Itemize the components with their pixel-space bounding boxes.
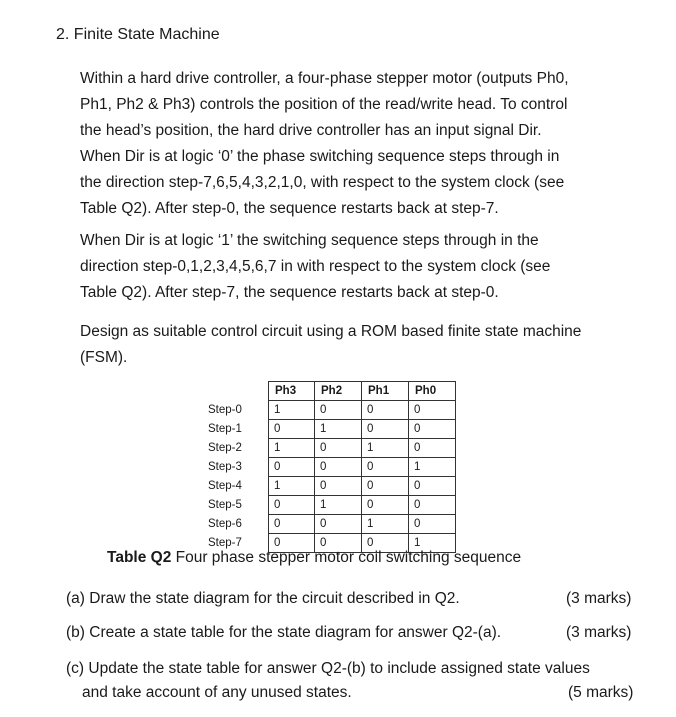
table-row	[208, 458, 456, 477]
text-line: (FSM).	[80, 349, 128, 366]
table-cell: 1	[269, 477, 315, 496]
table-cell: 0	[409, 439, 456, 458]
row-label: Step-4	[208, 480, 242, 492]
paragraph-dir-one	[80, 228, 650, 306]
table-cell: 0	[269, 515, 315, 534]
table-cell: 1	[362, 515, 409, 534]
table-cell: 1	[362, 439, 409, 458]
text-line: the head’s position, the hard drive controller has an input signal Dir.	[80, 122, 542, 139]
text-line: When Dir is at logic ‘0’ the phase switching sequence steps through in	[80, 148, 560, 165]
table-row	[208, 439, 456, 458]
column-header: Ph3	[269, 382, 315, 401]
table-cell: 1	[315, 496, 362, 515]
column-header: Ph0	[409, 382, 456, 401]
table-cell: 0	[315, 534, 362, 553]
table-cell: 0	[362, 534, 409, 553]
text-line: Table Q2). After step-7, the sequence restarts back at step-0.	[80, 284, 499, 301]
text-line: Design as suitable control circuit using a ROM based finite state machine	[80, 323, 582, 340]
phase-table	[208, 381, 456, 553]
table-cell: 0	[269, 534, 315, 553]
table-cell: 1	[409, 534, 456, 553]
question-a: (a) Draw the state diagram for the circuit described in Q2.	[66, 590, 460, 607]
paragraph-design	[80, 319, 650, 371]
table-cell: 0	[409, 515, 456, 534]
table-cell: 0	[315, 401, 362, 420]
table-row	[208, 515, 456, 534]
question-b: (b) Create a state table for the state diagram for answer Q2-(a).	[66, 624, 502, 641]
table-cell: 1	[315, 420, 362, 439]
table-cell: 1	[269, 401, 315, 420]
table-cell: 0	[315, 458, 362, 477]
marks-c: (5 marks)	[568, 684, 634, 701]
table-cell: 0	[362, 477, 409, 496]
table-cell: 0	[409, 477, 456, 496]
table-row	[208, 477, 456, 496]
text-line: the direction step-7,6,5,4,3,2,1,0, with respect to the system clock (see	[80, 174, 565, 191]
table-cell: 1	[409, 458, 456, 477]
table-cell: 0	[269, 496, 315, 515]
table-cell: 0	[315, 515, 362, 534]
table-row	[208, 401, 456, 420]
table-caption	[107, 549, 521, 567]
text-line: Table Q2). After step-0, the sequence restarts back at step-7.	[80, 200, 499, 217]
marks-b: (3 marks)	[566, 624, 632, 641]
table-cell: 0	[362, 458, 409, 477]
question-heading: 2. Finite State Machine	[56, 26, 220, 43]
text-line: When Dir is at logic ‘1’ the switching sequence steps through in the	[80, 232, 539, 249]
table-cell: 1	[269, 439, 315, 458]
row-label: Step-3	[208, 461, 242, 473]
table-cell: 0	[362, 401, 409, 420]
row-label: Step-0	[208, 404, 242, 416]
table-cell: 0	[269, 420, 315, 439]
table-cell: 0	[315, 477, 362, 496]
table-cell: 0	[409, 401, 456, 420]
table-cell: 0	[315, 439, 362, 458]
question-c: (c) Update the state table for answer Q2-(b) to include assigned state values	[66, 660, 590, 677]
marks-a: (3 marks)	[566, 590, 632, 607]
row-label: Step-6	[208, 518, 242, 530]
table-cell: 0	[409, 496, 456, 515]
row-label: Step-1	[208, 423, 242, 435]
column-header: Ph1	[362, 382, 409, 401]
row-label: Step-2	[208, 442, 242, 454]
paragraph-intro	[80, 66, 650, 222]
table-cell: 0	[409, 420, 456, 439]
table-cell: 0	[269, 458, 315, 477]
caption-label: Table Q2	[107, 549, 172, 566]
text-line: Within a hard drive controller, a four-phase stepper motor (outputs Ph0,	[80, 70, 569, 87]
caption-text: Four phase stepper motor coil switching sequence	[171, 549, 522, 566]
table-row	[208, 420, 456, 439]
row-label: Step-5	[208, 499, 242, 511]
table-cell: 0	[362, 496, 409, 515]
text-line: direction step-0,1,2,3,4,5,6,7 in with respect to the system clock (see	[80, 258, 551, 275]
row-label: Step-7	[208, 537, 242, 549]
column-header: Ph2	[315, 382, 362, 401]
table-cell: 0	[362, 420, 409, 439]
question-c-continued: and take account of any unused states.	[82, 684, 352, 701]
table-header-row	[208, 382, 456, 401]
table-row	[208, 496, 456, 515]
text-line: Ph1, Ph2 & Ph3) controls the position of the read/write head. To control	[80, 96, 568, 113]
